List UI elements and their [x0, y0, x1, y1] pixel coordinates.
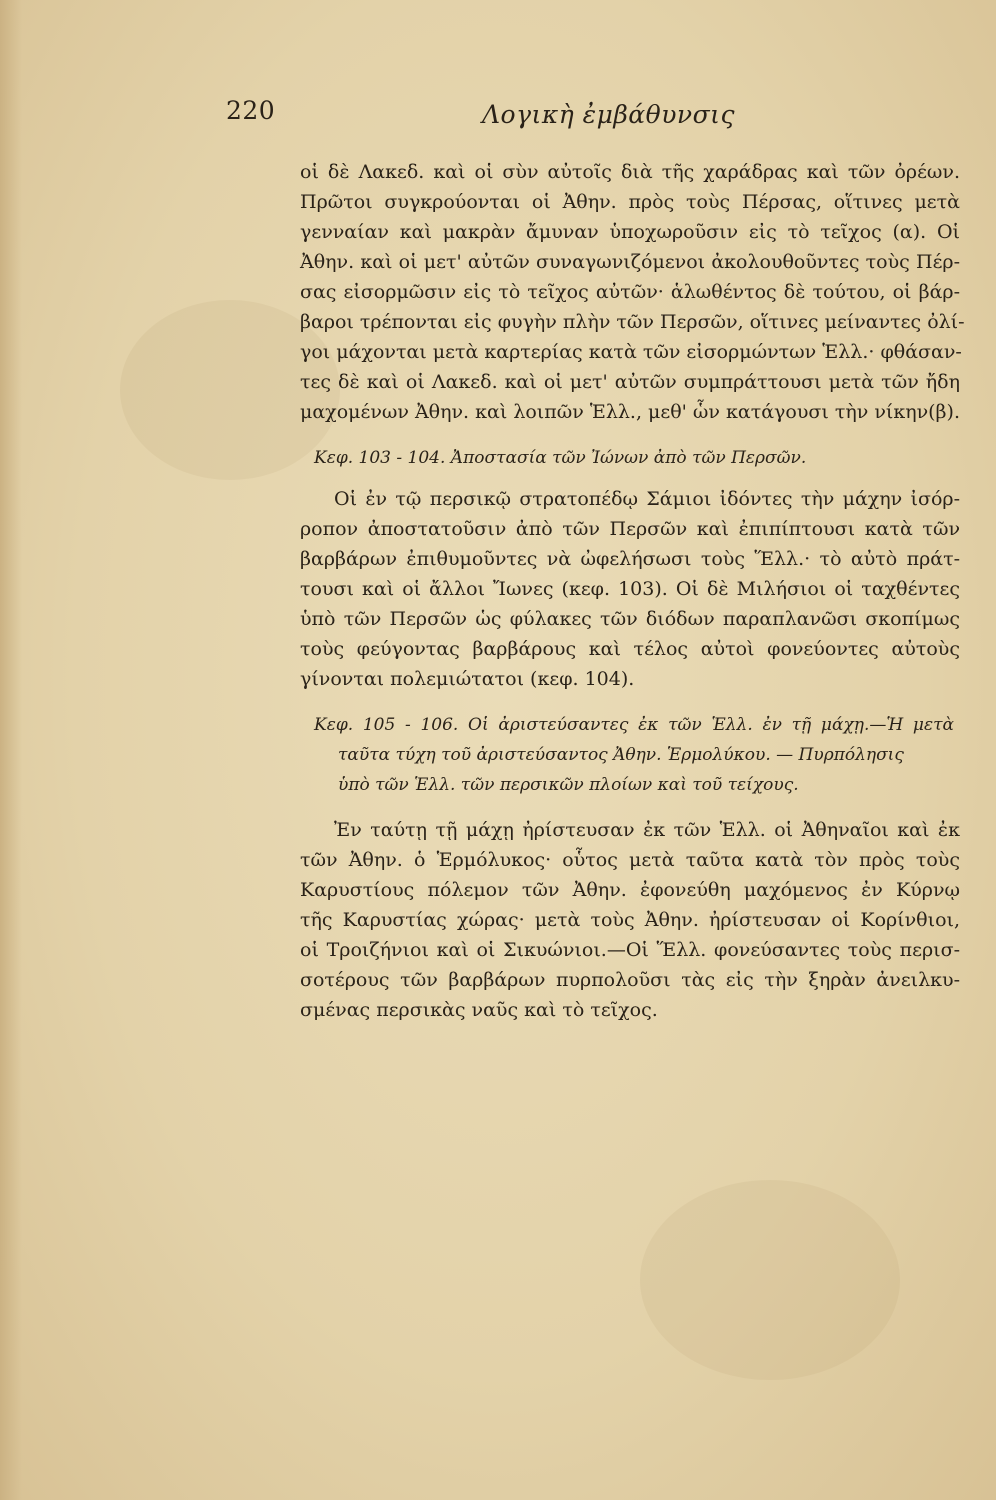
text-line: Καρυστίους πόλεμον τῶν Ἀθην. ἐφονεύθη μαχόμενος ἐν Κύρνῳ	[300, 879, 960, 901]
text-line: οἱ Τροιζήνιοι καὶ οἱ Σικυώνιοι.—Οἱ Ἕλλ. φονεύσαντες τοὺς περισ-	[300, 939, 960, 961]
page-edge-shadow	[0, 0, 22, 1500]
text-line: βαροι τρέπονται εἰς φυγὴν πλὴν τῶν Περσῶν, οἵτινες μείναντες ὀλί-	[300, 311, 965, 333]
text-line: Οἱ ἐν τῷ περσικῷ στρατοπέδῳ Σάμιοι ἰδόντες τὴν μάχην ἰσόρ-	[334, 488, 960, 510]
text-line: τες δὲ καὶ οἱ Λακεδ. καὶ οἱ μετ' αὐτῶν συμπράττουσι μετὰ τῶν ἤδη	[300, 371, 960, 393]
text-line: ροπον ἀποστατοῦσιν ἀπὸ τῶν Περσῶν καὶ ἐπιπίπτουσι κατὰ τῶν	[300, 518, 960, 540]
text-line: γίνονται πολεμιώτατοι (κεφ. 104).	[300, 668, 635, 690]
text-line: μαχομένων Ἀθην. καὶ λοιπῶν Ἑλλ., μεθ' ὧν κατάγουσι τὴν νίκην(β).	[300, 401, 960, 423]
paper-stain	[640, 1180, 900, 1380]
text-line: Ἀθην. καὶ οἱ μετ' αὐτῶν συναγωνιζόμενοι ἀκολουθοῦντες τοὺς Πέρ-	[300, 251, 960, 273]
text-line: γενναίαν καὶ μακρὰν ἄμυναν ὑποχωροῦσιν εἰς τὸ τεῖχος (α). Οἱ	[300, 221, 960, 243]
text-line: βαρβάρων ἐπιθυμοῦντες νὰ ὠφελήσωσι τοὺς Ἕλλ.· τὸ αὐτὸ πράτ-	[300, 548, 960, 570]
text-line: τῶν Ἀθην. ὁ Ἑρμόλυκος· οὗτος μετὰ ταῦτα κατὰ τὸν πρὸς τοὺς	[300, 849, 960, 871]
text-line: τουσι καὶ οἱ ἄλλοι Ἴωνες (κεφ. 103). Οἱ δὲ Μιλήσιοι οἱ ταχθέντες	[300, 578, 960, 600]
chapter-heading-105-106	[314, 710, 954, 800]
text-line: τῆς Καρυστίας χώρας· μετὰ τοὺς Ἀθην. ἠρίστευσαν οἱ Κορίνθιοι,	[300, 909, 960, 931]
paragraph-1	[300, 157, 965, 427]
text-line: Ἐν ταύτῃ τῇ μάχῃ ἠρίστευσαν ἐκ τῶν Ἑλλ. οἱ Ἀθηναῖοι καὶ ἐκ	[334, 819, 960, 841]
page-header	[0, 96, 996, 136]
text-line: τοὺς φεύγοντας βαρβάρους καὶ τέλος αὐτοὶ φονεύοντες αὐτοὺς	[300, 638, 960, 660]
running-title: Λογικὴ ἐμβάθυνσις	[482, 100, 735, 129]
text-line: σμένας περσικὰς ναῦς καὶ τὸ τεῖχος.	[300, 999, 658, 1021]
text-line: ὑπὸ τῶν Περσῶν ὡς φύλακες τῶν διόδων παραπλανῶσι σκοπίμως	[300, 608, 960, 630]
chapter-heading-103-104: Κεφ. 103 - 104. Ἀποστασία τῶν Ἰώνων ἀπὸ τῶν Περσῶν.	[314, 448, 807, 468]
paragraph-3	[300, 815, 960, 1025]
text-line: οἱ δὲ Λακεδ. καὶ οἱ σὺν αὐτοῖς διὰ τῆς χαράδρας καὶ τῶν ὀρέων.	[300, 161, 960, 183]
text-line: σας εἰσορμῶσιν εἰς τὸ τεῖχος αὐτῶν· ἁλωθέντος δὲ τούτου, οἱ βάρ-	[300, 281, 960, 303]
text-line: σοτέρους τῶν βαρβάρων πυρπολοῦσι τὰς εἰς τὴν ξηρὰν ἀνειλκυ-	[300, 969, 960, 991]
paragraph-2	[300, 484, 960, 694]
heading-line: Κεφ. 105 - 106. Οἱ ἀριστεύσαντες ἐκ τῶν Ἑλλ. ἐν τῇ μάχῃ.—Ἡ μετὰ	[314, 715, 954, 735]
text-line: Πρῶτοι συγκρούονται οἱ Ἀθην. πρὸς τοὺς Πέρσας, οἵτινες μετὰ	[300, 191, 960, 213]
text-line: γοι μάχονται μετὰ καρτερίας κατὰ τῶν εἰσορμώντων Ἑλλ.· φθάσαν-	[300, 341, 962, 363]
heading-line: ταῦτα τύχη τοῦ ἀριστεύσαντος Ἀθην. Ἑρμολύκου. — Πυρπόλησις	[338, 745, 904, 765]
page-number: 220	[226, 96, 276, 125]
heading-line: ὑπὸ τῶν Ἑλλ. τῶν περσικῶν πλοίων καὶ τοῦ τείχους.	[338, 775, 799, 795]
